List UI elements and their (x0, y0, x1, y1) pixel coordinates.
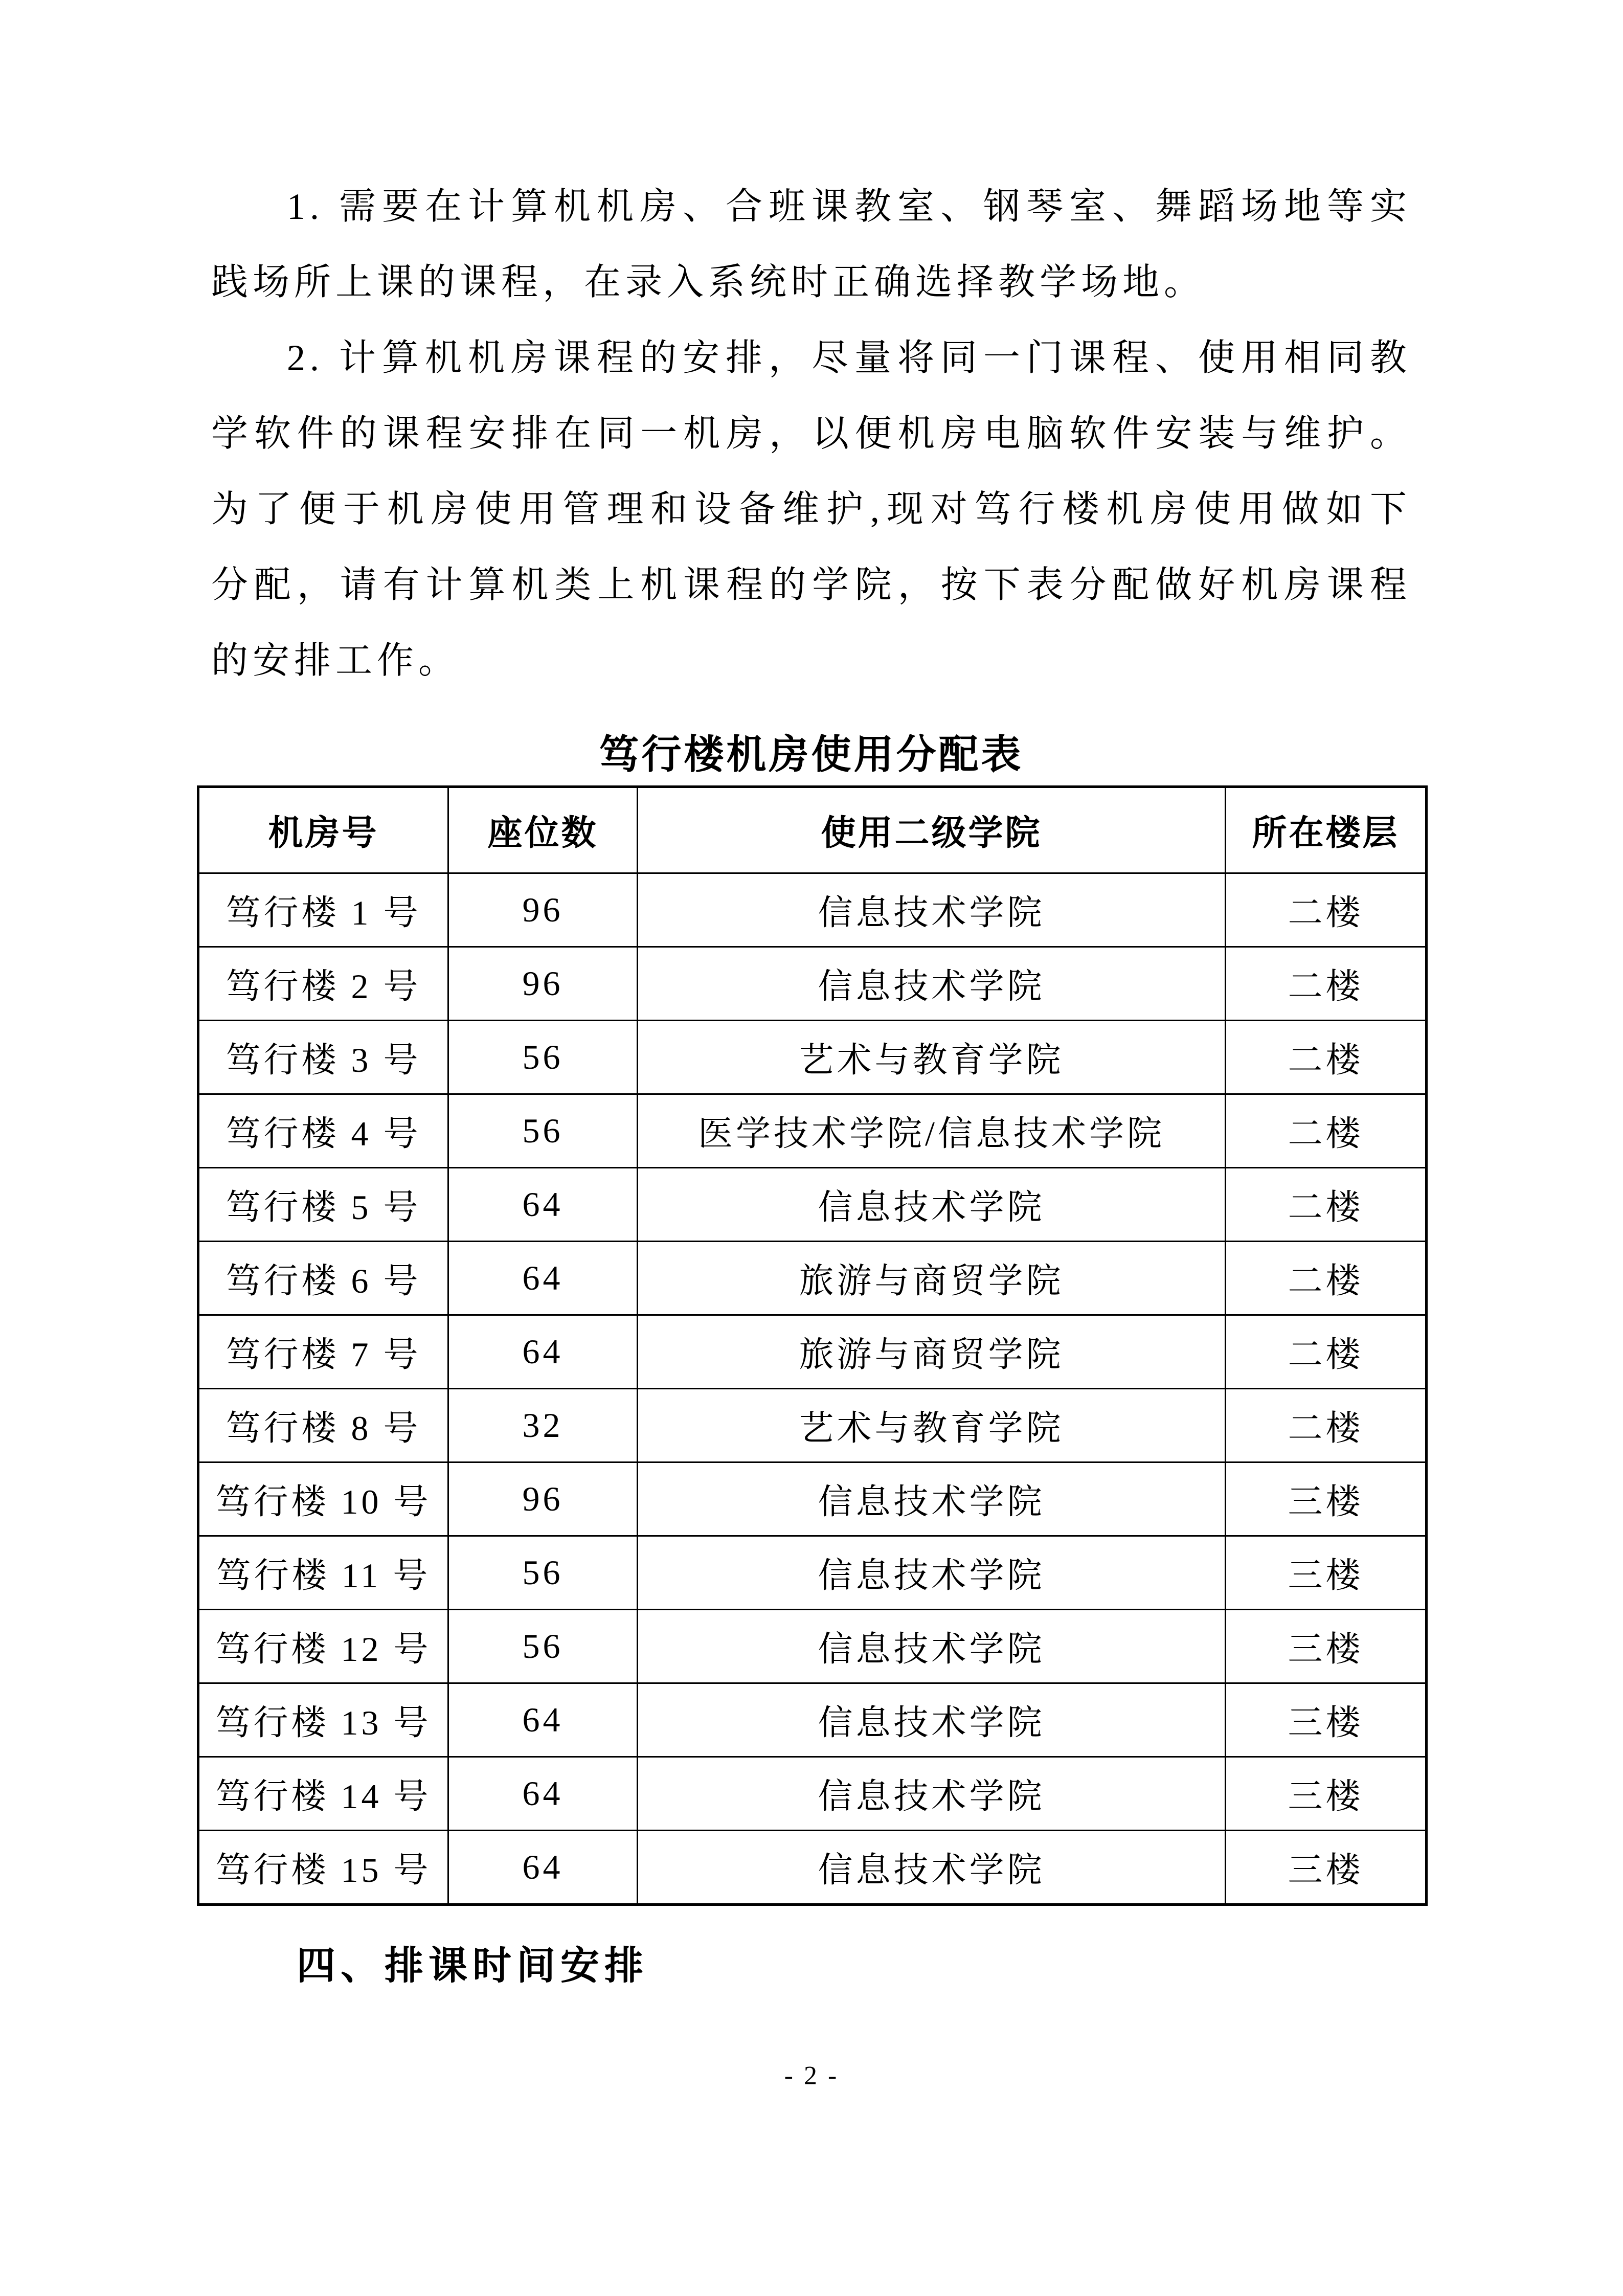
cell-room: 笃行楼 5 号 (198, 1168, 448, 1242)
cell-floor: 二楼 (1226, 947, 1427, 1021)
table-row (198, 1315, 1427, 1389)
cell-college: 艺术与教育学院 (638, 1389, 1226, 1462)
cell-room: 笃行楼 13 号 (198, 1683, 448, 1757)
cell-seats: 56 (448, 1610, 638, 1683)
table-row (198, 1094, 1427, 1168)
cell-floor: 三楼 (1226, 1610, 1427, 1683)
cell-college: 信息技术学院 (638, 1168, 1226, 1242)
cell-floor: 二楼 (1226, 873, 1427, 947)
paragraph-line: 分配，请有计算机类上机课程的学院，按下表分配做好机房课程 (211, 565, 1411, 605)
section-heading: 四、排课时间安排 (297, 1945, 648, 1988)
cell-college: 旅游与商贸学院 (638, 1242, 1226, 1315)
cell-college: 信息技术学院 (638, 1536, 1226, 1610)
paragraph-line: 的安排工作。 (211, 640, 460, 681)
cell-college: 旅游与商贸学院 (638, 1315, 1226, 1389)
table-row (198, 1462, 1427, 1536)
cell-college: 信息技术学院 (638, 873, 1226, 947)
table-row (198, 1610, 1427, 1683)
cell-seats: 64 (448, 1831, 638, 1905)
table-row (198, 1389, 1427, 1462)
paragraph-line: 践场所上课的课程，在录入系统时正确选择教学场地。 (211, 262, 1206, 303)
cell-college: 信息技术学院 (638, 1610, 1226, 1683)
cell-room: 笃行楼 2 号 (198, 947, 448, 1021)
cell-college: 信息技术学院 (638, 947, 1226, 1021)
column-header: 机房号 (198, 787, 448, 873)
table-row (198, 873, 1427, 947)
cell-seats: 32 (448, 1389, 638, 1462)
cell-seats: 96 (448, 1462, 638, 1536)
cell-floor: 二楼 (1226, 1389, 1427, 1462)
cell-floor: 二楼 (1226, 1021, 1427, 1094)
paragraph-line: 学软件的课程安排在同一机房，以便机房电脑软件安装与维护。 (211, 413, 1411, 454)
table-row (198, 947, 1427, 1021)
cell-room: 笃行楼 15 号 (198, 1831, 448, 1905)
table-row (198, 1683, 1427, 1757)
table-row (198, 1536, 1427, 1610)
cell-floor: 三楼 (1226, 1536, 1427, 1610)
cell-floor: 三楼 (1226, 1683, 1427, 1757)
table-row (198, 1831, 1427, 1905)
cell-seats: 64 (448, 1168, 638, 1242)
cell-floor: 三楼 (1226, 1831, 1427, 1905)
cell-college: 信息技术学院 (638, 1757, 1226, 1831)
cell-college: 信息技术学院 (638, 1683, 1226, 1757)
cell-floor: 三楼 (1226, 1462, 1427, 1536)
paragraph-line: 1. 需要在计算机机房、合班课教室、钢琴室、舞蹈场地等实 (287, 186, 1411, 227)
cell-seats: 64 (448, 1757, 638, 1831)
table-row (198, 1242, 1427, 1315)
cell-seats: 96 (448, 947, 638, 1021)
column-header: 座位数 (448, 787, 638, 873)
cell-room: 笃行楼 14 号 (198, 1757, 448, 1831)
cell-college: 信息技术学院 (638, 1462, 1226, 1536)
table-row (198, 1021, 1427, 1094)
paragraph-line: 2. 计算机机房课程的安排，尽量将同一门课程、使用相同教 (287, 337, 1411, 378)
table-row (198, 1168, 1427, 1242)
cell-floor: 三楼 (1226, 1757, 1427, 1831)
cell-seats: 56 (448, 1094, 638, 1168)
cell-floor: 二楼 (1226, 1242, 1427, 1315)
cell-seats: 96 (448, 873, 638, 947)
cell-room: 笃行楼 8 号 (198, 1389, 448, 1462)
room-allocation-table (197, 785, 1428, 1906)
column-header: 使用二级学院 (638, 787, 1226, 873)
cell-floor: 二楼 (1226, 1315, 1427, 1389)
cell-seats: 64 (448, 1315, 638, 1389)
cell-room: 笃行楼 6 号 (198, 1242, 448, 1315)
paragraphs (211, 169, 1411, 699)
cell-seats: 64 (448, 1683, 638, 1757)
cell-room: 笃行楼 3 号 (198, 1021, 448, 1094)
cell-floor: 二楼 (1226, 1168, 1427, 1242)
paragraph-line: 为了便于机房使用管理和设备维护,现对笃行楼机房使用做如下 (211, 489, 1411, 530)
cell-seats: 64 (448, 1242, 638, 1315)
cell-seats: 56 (448, 1021, 638, 1094)
table-header-row (198, 787, 1427, 873)
cell-room: 笃行楼 10 号 (198, 1462, 448, 1536)
cell-room: 笃行楼 1 号 (198, 873, 448, 947)
page-number: - 2 - (784, 2061, 839, 2090)
cell-college: 艺术与教育学院 (638, 1021, 1226, 1094)
cell-room: 笃行楼 4 号 (198, 1094, 448, 1168)
document-body (211, 169, 1411, 1990)
table-row (198, 1757, 1427, 1831)
cell-room: 笃行楼 11 号 (198, 1536, 448, 1610)
table-title: 笃行楼机房使用分配表 (599, 732, 1024, 777)
cell-room: 笃行楼 12 号 (198, 1610, 448, 1683)
cell-room: 笃行楼 7 号 (198, 1315, 448, 1389)
cell-college: 医学技术学院/信息技术学院 (638, 1094, 1226, 1168)
cell-seats: 56 (448, 1536, 638, 1610)
cell-floor: 二楼 (1226, 1094, 1427, 1168)
column-header: 所在楼层 (1226, 787, 1427, 873)
cell-college: 信息技术学院 (638, 1831, 1226, 1905)
